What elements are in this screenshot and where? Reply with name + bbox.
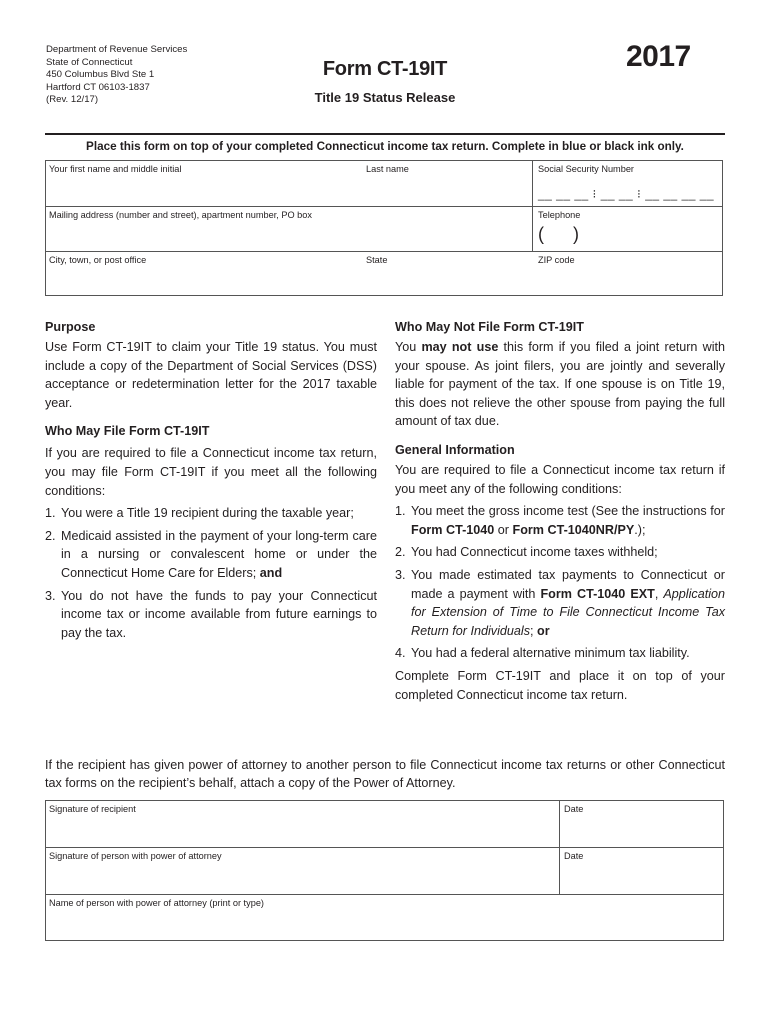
last-name-field[interactable] [366,161,532,206]
list-item: 2. Medicaid assisted in the payment of your long-term care in a nursing or convalescent home or under the Connecticut Home Care for Elders; and [45,528,377,580]
city-label: City, town, or post office [49,255,147,265]
agency-line: Department of Revenue Services [46,44,188,55]
state-label: State [366,255,388,265]
header-rule [45,133,725,135]
right-column [395,318,725,704]
zip-label: ZIP code [538,255,575,265]
list-item: 4. You had a federal alternative minimum tax liability. [395,646,690,661]
general-information-intro: You are required to file a Connecticut income tax return if you meet any of the following conditions: [395,462,725,496]
poa-date-label: Date [564,851,584,861]
ssn-placeholder: __ __ __ ⁝ __ __ ⁝ __ __ __ __ [538,187,715,201]
instruction-banner: Place this form on top of your completed Connecticut income tax return. Complete in blue or black ink only. [86,140,684,153]
mailing-address-field[interactable] [46,207,532,251]
recipient-date-label: Date [564,804,584,814]
who-may-not-file-body: You may not use this form if you filed a joint return with your spouse. As joint filers, you are jointly and severally liable for payment of the tax. If one spouse is on Title 19, this does not relieve the other spouse from paying the full amount of tax due. [395,340,725,429]
list-item: 1. You were a Title 19 recipient during the taxable year; [45,506,354,521]
form-title: Form CT-19IT [322,58,448,80]
ssn-label: Social Security Number [538,164,634,174]
agency-line: Hartford CT 06103-1837 [46,81,150,93]
state-field[interactable] [366,252,532,296]
poa-signature-label: Signature of person with power of attorney [49,851,222,861]
general-information-heading: General Information [395,442,515,457]
recipient-date-field[interactable] [560,801,723,847]
who-may-file-heading: Who May File Form CT-19IT [45,424,210,439]
recipient-signature-label: Signature of recipient [49,804,136,814]
who-may-file-intro: If you are required to file a Connecticut income tax return, you may file Form CT-19IT if you meet all the following conditions: [45,446,377,498]
who-may-not-file-heading: Who May Not File Form CT-19IT [395,320,584,334]
left-column [45,318,377,642]
last-name-label: Last name [366,164,409,174]
poa-date-field[interactable] [560,848,723,894]
form-subtitle: Title 19 Status Release [314,90,456,105]
telephone-close-paren: ) [573,224,579,244]
signature-table [45,800,724,941]
list-item: 3. You do not have the funds to pay your Connecticut income tax or income available from future earnings to pay the tax. [45,588,377,640]
agency-line: 450 Columbus Blvd Ste 1 [46,69,155,81]
agency-address [46,44,187,94]
first-name-field[interactable] [46,161,366,206]
agency-line: State of Connecticut [46,56,133,68]
taxpayer-info-table [45,160,723,296]
power-of-attorney-note: If the recipient has given power of attorney to another person to file Connecticut income tax returns or other Connecticut tax forms on the recipient’s behalf, attach a copy of the Power of Attorney. [45,758,725,790]
city-field[interactable] [46,252,366,296]
recipient-signature-field[interactable] [46,801,559,847]
zip-field[interactable] [533,252,723,296]
list-item: 1. You meet the gross income test (See the instructions for Form CT-1040 or Form CT-1040NR/PY.); [395,504,725,537]
list-item: 2. You had Connecticut income taxes withheld; [395,545,658,560]
general-information-closing: Complete Form CT-19IT and place it on top of your completed Connecticut income tax return. [395,668,725,702]
telephone-label: Telephone [538,210,581,220]
first-name-label: Your first name and middle initial [49,164,182,174]
poa-name-field[interactable] [46,895,723,940]
mailing-address-label: Mailing address (number and street), apartment number, PO box [49,210,312,220]
revision-date: (Rev. 12/17) [46,94,99,105]
tax-year: 2017 [626,40,691,73]
telephone-field[interactable] [533,207,723,251]
list-item: 3. You made estimated tax payments to Connecticut or made a payment with Form CT-1040 EXT, Application for Extension of Time to File Connecticut Income Tax Return for Individuals; or [395,567,726,638]
poa-signature-field[interactable] [46,848,559,894]
telephone-open-paren: ( [538,224,544,244]
purpose-heading: Purpose [45,320,96,334]
poa-name-label: Name of person with power of attorney (print or type) [49,898,264,908]
purpose-body: Use Form CT-19IT to claim your Title 19 status. You must include a copy of the Department of Social Services (DSS) acceptance or redetermination letter for the 2017 taxable year. [45,340,377,410]
